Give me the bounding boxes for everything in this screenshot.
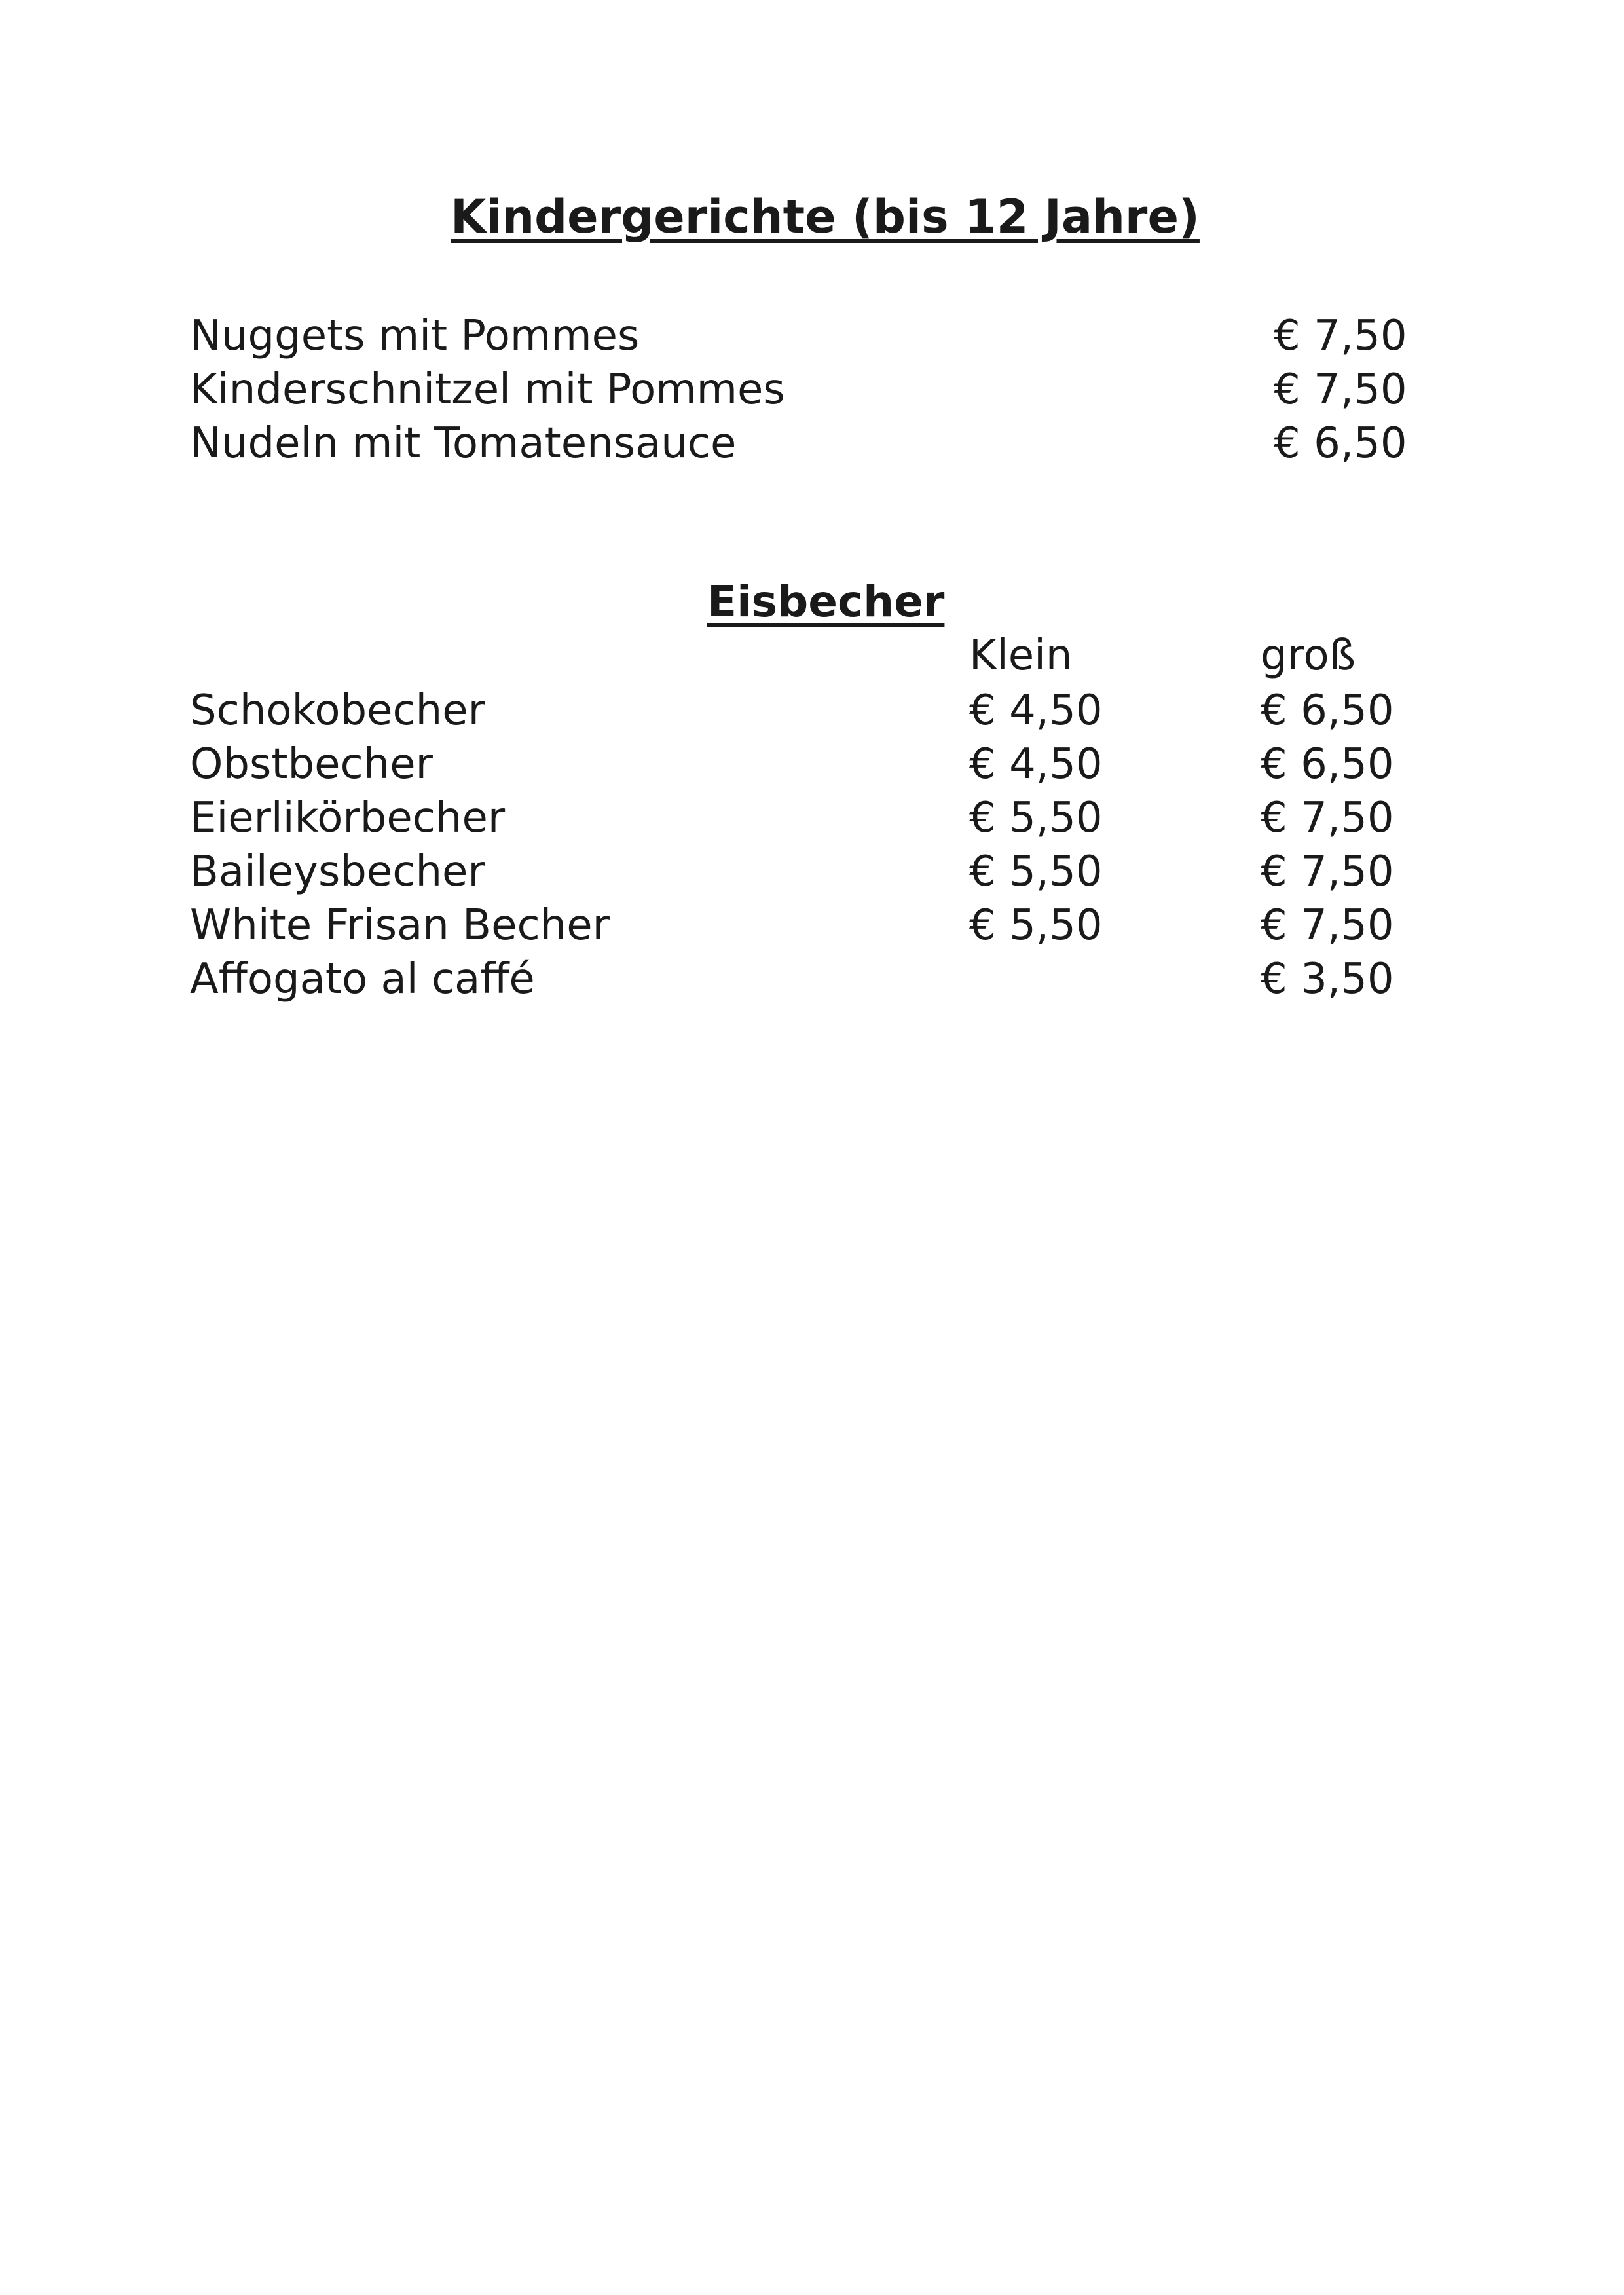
- menu-row: [0, 899, 1624, 952]
- sundae-name: Obstbecher: [190, 740, 433, 789]
- dish-name: Nudeln mit Tomatensauce: [190, 419, 737, 468]
- dish-name: Nuggets mit Pommes: [190, 312, 640, 360]
- menu-row: [0, 309, 1624, 363]
- price-klein: € 5,50: [969, 794, 1103, 842]
- dish-price: € 7,50: [1274, 312, 1407, 360]
- price-gross: € 7,50: [1261, 794, 1394, 842]
- price-klein: € 4,50: [969, 740, 1103, 789]
- sundae-name: Baileysbecher: [190, 848, 485, 896]
- price-gross: € 6,50: [1261, 740, 1394, 789]
- price-gross: € 3,50: [1261, 955, 1394, 1003]
- price-klein: € 5,50: [969, 901, 1103, 950]
- menu-row: [0, 952, 1624, 1006]
- price-klein: € 4,50: [969, 686, 1103, 735]
- sundae-name: Eierlikörbecher: [190, 794, 506, 842]
- menu-row: [0, 845, 1624, 899]
- menu-row: [0, 363, 1624, 417]
- menu-row: [0, 791, 1624, 845]
- menu-row: [0, 684, 1624, 737]
- price-gross: € 6,50: [1261, 686, 1394, 735]
- price-gross: € 7,50: [1261, 848, 1394, 896]
- column-header-klein: Klein: [969, 631, 1073, 680]
- menu-row: [0, 737, 1624, 791]
- sundae-name: White Frisan Becher: [190, 901, 610, 950]
- dish-price: € 6,50: [1274, 419, 1407, 468]
- sundae-name: Affogato al caffé: [190, 955, 535, 1003]
- menu-row: [0, 417, 1624, 470]
- column-header-gross: groß: [1261, 631, 1356, 680]
- dish-name: Kinderschnitzel mit Pommes: [190, 365, 785, 414]
- dish-price: € 7,50: [1274, 365, 1407, 414]
- eisbecher-title: Eisbecher: [707, 576, 945, 627]
- price-gross: € 7,50: [1261, 901, 1394, 950]
- kindergerichte-title: Kindergerichte (bis 12 Jahre): [451, 190, 1200, 244]
- price-klein: € 5,50: [969, 848, 1103, 896]
- sundae-name: Schokobecher: [190, 686, 485, 735]
